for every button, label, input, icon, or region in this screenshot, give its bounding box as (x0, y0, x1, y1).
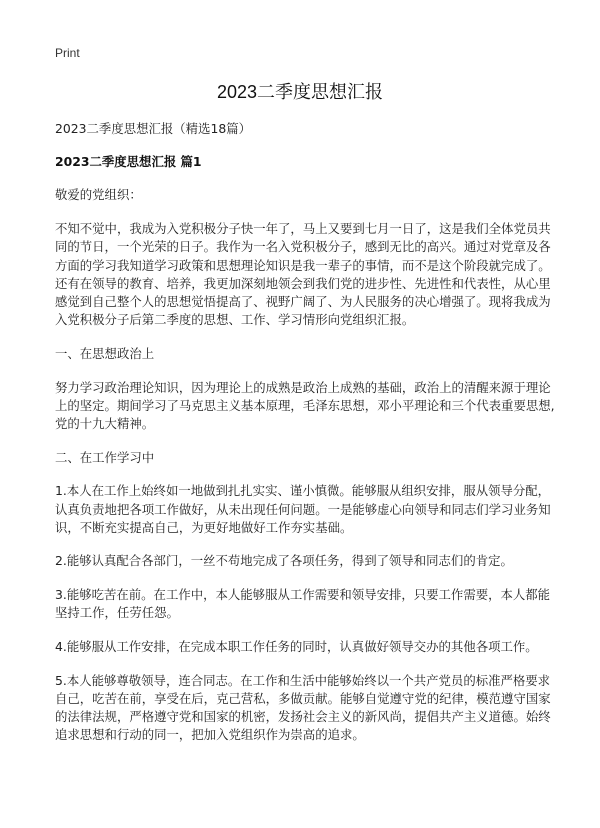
document-subtitle: 2023二季度思想汇报（精选18篇） (55, 121, 251, 136)
document-body (55, 120, 555, 760)
paragraph-work-2: 2.能够认真配合各部门，一丝不苟地完成了各项任务，得到了领导和同志们的肯定。 (55, 553, 513, 569)
paragraph-work-1: 1.本人在工作上始终如一地做到扎扎实实、谨小慎微。能够服从组织安排，服从领导分配，认真负责地把各项工作做好，从未出现任何问题。一是能够虚心向领导和同志们学习业务知识，不断充实提高自己，为更好地做好工作夯实基础。 (55, 483, 551, 535)
paragraph-work-3: 3.能够吃苦在前。在工作中，本人能够服从工作需要和领导安排，只要工作需要，本人都能坚持工作，任劳任怨。 (55, 587, 551, 621)
paragraph-work-4: 4.能够服从工作安排，在完成本职工作任务的同时，认真做好领导交办的其他各项工作。 (55, 639, 538, 655)
document-title: 2023二季度思想汇报 (216, 82, 384, 102)
section-heading: 2023二季度思想汇报 篇1 (55, 154, 202, 170)
paragraph-intro: 不知不觉中，我成为入党积极分子快一年了，马上又要到七月一日了，这是我们全体党员共同的节日，一个光荣的日子。我作为一名入党积极分子，感到无比的高兴。通过对党章及各方面的学习我知道学习政策和思想理论知识是我一辈子的事情，而不是这个阶段就完成了。还有在领导的教育、培养，我更加深刻地领会到我们党的进步性、先进性和代表性，从心里感觉到自己整个人的思想觉悟提高了、视野广阔了、为人民服务的决心增强了。现将我成为入党积极分子后第二季度的思想、工作、学习情形向党组织汇报。 (55, 221, 551, 328)
subheading-politics: 一、在思想政治上 (55, 345, 155, 361)
paragraph-work-5: 5.本人能够尊敬领导，连合同志。在工作和生活中能够始终以一个共产党员的标准严格要求自己，吃苦在前，享受在后，克己营私，多做贡献。能够自觉遵守党的纪律，模范遵守国家的法律法规，严格遵守党和国家的机密，发扬社会主义的新风尚，提倡共产主义道德。始终追求思想和行动的同一，把加入党组织作为崇高的追求。 (55, 672, 551, 743)
paragraph-politics: 努力学习政治理论知识，因为理论上的成熟是政治上成熟的基础，政治上的清醒来源于理论上的坚定。期间学习了马克思主义基本原理，毛泽东思想，邓小平理论和三个代表重要思想,党的十九大精神。 (55, 379, 555, 431)
salutation: 敬爱的党组织： (55, 187, 142, 203)
print-label: Print (55, 46, 80, 60)
subheading-work: 二、在工作学习中 (55, 449, 155, 465)
